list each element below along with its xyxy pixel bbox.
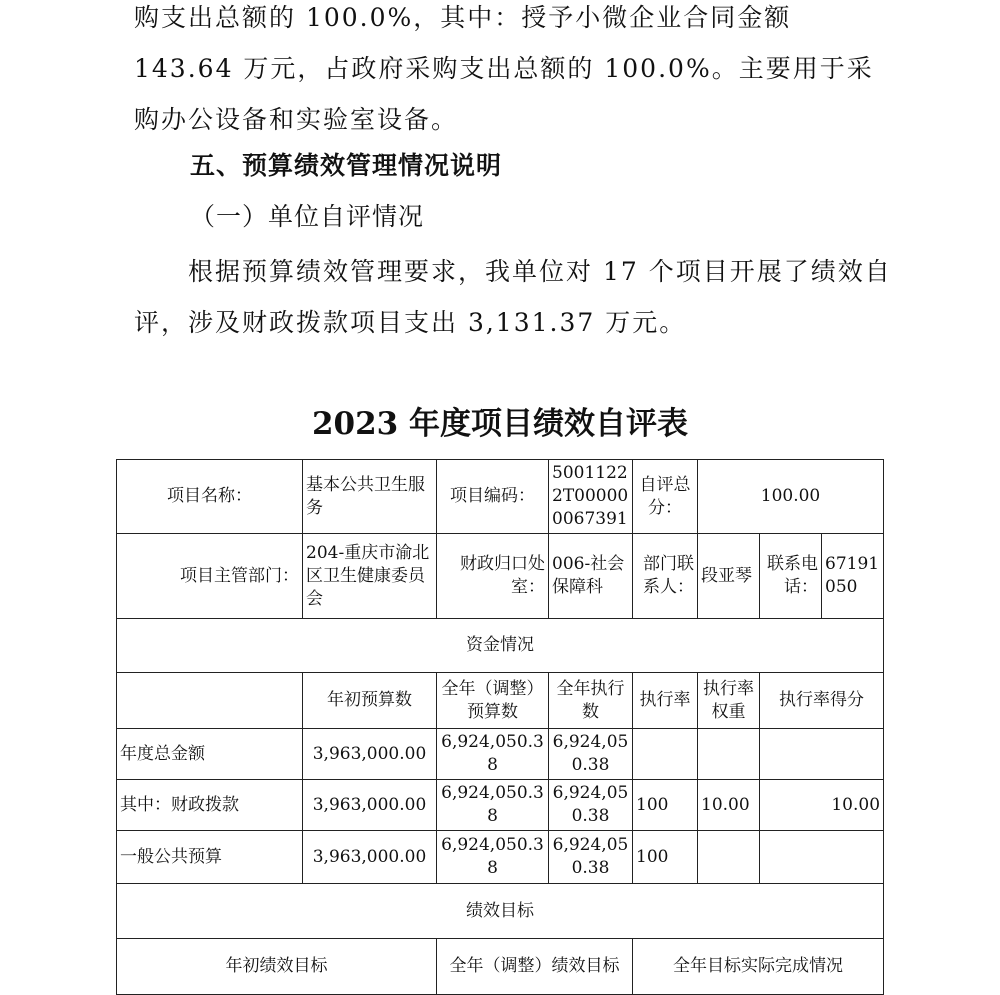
project-name-label: 项目名称： — [117, 460, 303, 534]
col-executed: 全年执行数 — [549, 673, 633, 729]
cell-score: 10.00 — [760, 780, 884, 831]
cell-rate: 100 — [633, 780, 698, 831]
dept-value: 204-重庆市渝北区卫生健康委员会 — [303, 534, 437, 619]
subsection-heading-self-evaluation: （一）单位自评情况 — [190, 202, 425, 231]
cell-initial: 3,963,000.00 — [303, 780, 437, 831]
phone-label: 联系电话： — [760, 534, 822, 619]
table-row — [117, 884, 884, 939]
cell-score — [760, 729, 884, 780]
section-heading-budget-performance: 五、预算绩效管理情况说明 — [190, 151, 503, 180]
table-row — [117, 460, 884, 534]
self-score-label: 自评总分： — [633, 460, 698, 534]
cell-initial: 3,963,000.00 — [303, 729, 437, 780]
goals-section-header: 绩效目标 — [117, 884, 884, 939]
cell-executed: 6,924,050.38 — [549, 831, 633, 884]
col-initial-budget: 年初预算数 — [303, 673, 437, 729]
project-code-label: 项目编码： — [437, 460, 549, 534]
col-weight: 执行率权重 — [698, 673, 760, 729]
table-title: 2023 年度项目绩效自评表 — [311, 406, 689, 442]
table-row — [117, 619, 884, 673]
phone-value: 67191050 — [822, 534, 884, 619]
header-blank — [117, 673, 303, 729]
col-score: 执行率得分 — [760, 673, 884, 729]
cell-weight: 10.00 — [698, 780, 760, 831]
cell-initial: 3,963,000.00 — [303, 831, 437, 884]
dept-label: 项目主管部门： — [117, 534, 303, 619]
goal-adjusted-header: 全年（调整）绩效目标 — [437, 939, 633, 995]
contact-value: 段亚琴 — [698, 534, 760, 619]
cell-adjusted: 6,924,050.38 — [437, 780, 549, 831]
col-adjusted-budget: 全年（调整）预算数 — [437, 673, 549, 729]
cell-score — [760, 831, 884, 884]
table-row — [117, 534, 884, 619]
project-code-value: 50011222T000000067391 — [549, 460, 633, 534]
cell-executed: 6,924,050.38 — [549, 780, 633, 831]
cell-adjusted: 6,924,050.38 — [437, 831, 549, 884]
contact-label: 部门联系人： — [633, 534, 698, 619]
cell-rate — [633, 729, 698, 780]
goal-initial-header: 年初绩效目标 — [117, 939, 437, 995]
table-row — [117, 831, 884, 884]
row-label: 年度总金额 — [117, 729, 303, 780]
table-row — [117, 780, 884, 831]
funds-section-header: 资金情况 — [117, 619, 884, 673]
goal-actual-header: 全年目标实际完成情况 — [633, 939, 884, 995]
cell-weight — [698, 729, 760, 780]
finance-office-value: 006-社会保障科 — [549, 534, 633, 619]
table-row — [117, 939, 884, 995]
paragraph-self-evaluation: 根据预算绩效管理要求，我单位对 17 个项目开展了绩效自评，涉及财政拨款项目支出 3,131.37 万元。 — [134, 257, 892, 337]
row-label: 其中：财政拨款 — [117, 780, 303, 831]
performance-evaluation-table — [116, 459, 884, 995]
cell-executed: 6,924,050.38 — [549, 729, 633, 780]
paragraph-procurement: 购支出总额的 100.0%，其中：授予小微企业合同金额 143.64 万元，占政府采购支出总额的 100.0%。主要用于采购办公设备和实验室设备。 — [134, 3, 874, 134]
cell-adjusted: 6,924,050.38 — [437, 729, 549, 780]
col-rate: 执行率 — [633, 673, 698, 729]
row-label: 一般公共预算 — [117, 831, 303, 884]
table-row — [117, 729, 884, 780]
cell-weight — [698, 831, 760, 884]
finance-office-label: 财政归口处室： — [437, 534, 549, 619]
table-row — [117, 673, 884, 729]
project-name-value: 基本公共卫生服务 — [303, 460, 437, 534]
cell-rate: 100 — [633, 831, 698, 884]
self-score-value: 100.00 — [698, 460, 884, 534]
